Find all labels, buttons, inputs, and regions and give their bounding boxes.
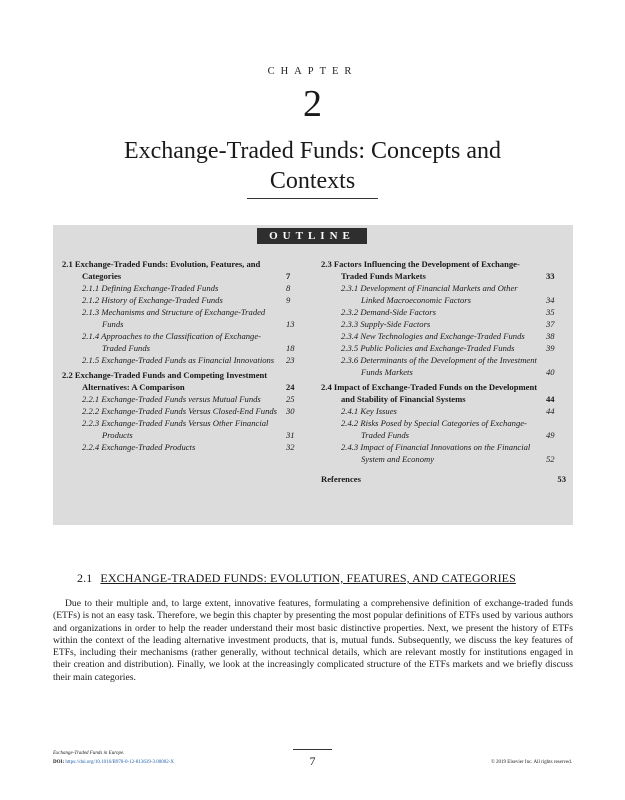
toc-subsection-entry[interactable]: 2.1.3 Mechanisms and Structure of Exchange-Traded Funds 13 [82,307,295,329]
toc-section-entry[interactable]: 2.1 Exchange-Traded Funds: Evolution, Features, and Categories 7 [62,259,291,281]
chapter-label: CHAPTER [267,66,358,77]
toc-subsection-entry[interactable]: 2.3.6 Determinants of the Development of the Investment Funds Markets 40 [341,355,555,377]
toc-entry-text: 2.1.3 Mechanisms and Structure of Exchange-Traded Funds [82,307,266,329]
toc-subsection-entry[interactable]: 2.3.5 Public Policies and Exchange-Traded Funds 39 [341,343,555,353]
toc-entry-text: 2.2 Exchange-Traded Funds and Competing Investment Alternatives: A Comparison [62,370,268,392]
toc-subsection-entry[interactable]: 2.2.1 Exchange-Traded Funds versus Mutual Funds 25 [82,394,295,404]
toc-section-entry[interactable]: 2.4 Impact of Exchange-Traded Funds on the Development and Stability of Financial Systems 44 [321,382,555,404]
toc-entry-text: 2.3.1 Development of Financial Markets and Other Linked Macroeconomic Factors [341,283,518,305]
outline-left-column [62,258,306,453]
toc-entry-text: 2.4 Impact of Exchange-Traded Funds on the Development and Stability of Financial Systems [321,382,538,404]
toc-subsection-entry[interactable]: 2.4.1 Key Issues 44 [341,406,555,416]
outline-heading: OUTLINE [257,228,367,244]
title-divider [247,198,378,199]
toc-subsection-entry[interactable]: 2.3.3 Supply-Side Factors 37 [341,319,555,329]
page-number: 7 [309,754,316,768]
toc-subsection-entry[interactable]: 2.4.2 Risks Posed by Special Categories of Exchange-Traded Funds 49 [341,418,555,440]
toc-subsection-entry[interactable]: 2.2.3 Exchange-Traded Funds Versus Other Financial Products 31 [82,418,295,440]
toc-subsection-entry[interactable]: 2.2.2 Exchange-Traded Funds Versus Closed-End Funds 30 [82,406,295,416]
toc-section-entry[interactable]: 2.3 Factors Influencing the Development of Exchange-Traded Funds Markets 33 [321,259,555,281]
toc-references-entry[interactable] [321,473,566,485]
toc-entry-text: 2.2.3 Exchange-Traded Funds Versus Other Financial Products [82,418,269,440]
toc-entry-text: 2.3.5 Public Policies and Exchange-Traded Funds [341,343,515,353]
toc-section-entry[interactable]: 2.2 Exchange-Traded Funds and Competing Investment Alternatives: A Comparison 24 [62,370,295,392]
toc-entry-text: 2.4.2 Risks Posed by Special Categories of Exchange-Traded Funds [341,418,527,440]
copyright-notice: © 2019 Elsevier Inc. All rights reserved. [490,760,572,765]
toc-subsection-entry[interactable]: 2.3.2 Demand-Side Factors 35 [341,307,555,317]
section-number: 2.1 [77,571,93,585]
toc-entry-text: 2.1.2 History of Exchange-Traded Funds [82,295,223,305]
toc-entry-text: 2.1 Exchange-Traded Funds: Evolution, Features, and Categories [62,259,261,281]
section-heading [77,570,577,586]
toc-subsection-entry[interactable]: 2.1.5 Exchange-Traded Funds as Financial Innovations 23 [82,355,295,365]
toc-entry-text: 2.3.3 Supply-Side Factors [341,319,431,329]
section-title: EXCHANGE-TRADED FUNDS: EVOLUTION, FEATURES, AND CATEGORIES [100,571,516,585]
toc-subsection-entry[interactable]: 2.2.4 Exchange-Traded Products 32 [82,442,295,452]
toc-entry-page: 53 [557,474,566,484]
body-paragraph: Due to their multiple and, to large extent, innovative features, formulating a comprehensive definition of exchange-traded funds (ETFs) is not an easy task. Therefore, we begin this chapter by presenting the most popular definitions of ETFs used by various authors and organizations in order to help the reader understand their most basic distinctive properties. Next, we present the history of ETFs within the context of the leading alternative investment products, that is, mutual funds. Subsequently, we discuss the key features of ETFs, including their mechanisms (rather generally, without technical details, which are relevant mostly for institutions engaged in their creation and distribution). Finally, we look at the increasingly complicated structure of the ETFs markets and we briefly discuss their main categories. [53,598,573,683]
toc-entry-text: 2.1.5 Exchange-Traded Funds as Financial Innovations [82,355,275,365]
toc-entry-text: 2.3.2 Demand-Side Factors [341,307,436,317]
footer-book-title: Exchange-Traded Funds in Europe. [53,751,125,756]
footer-divider [293,749,332,750]
toc-subsection-entry[interactable]: 2.3.1 Development of Financial Markets and Other Linked Macroeconomic Factors 34 [341,283,555,305]
doi-label: DOI: [53,760,65,765]
toc-entry-text: References [321,474,361,484]
toc-entry-text: 2.1.1 Defining Exchange-Traded Funds [82,283,219,293]
toc-entry-text: 2.1.4 Approaches to the Classification of Exchange-Traded Funds [82,331,262,353]
toc-subsection-entry[interactable]: 2.1.4 Approaches to the Classification of Exchange-Traded Funds 18 [82,331,295,353]
toc-entry-text: 2.3.6 Determinants of the Development of the Investment Funds Markets [341,355,537,377]
toc-entry-text: 2.3.4 New Technologies and Exchange-Traded Funds [341,331,525,341]
toc-entry-text: 2.4.3 Impact of Financial Innovations on the Financial System and Economy [341,442,531,464]
doi-link[interactable]: https://doi.org/10.1016/B978-0-12-813639-3.00002-X [65,760,175,765]
toc-entry-text: 2.4.1 Key Issues [341,406,397,416]
toc-entry-text: 2.2.4 Exchange-Traded Products [82,442,196,452]
toc-subsection-entry[interactable]: 2.3.4 New Technologies and Exchange-Traded Funds 38 [341,331,555,341]
chapter-number: 2 [303,83,322,125]
toc-entry-text: 2.2.1 Exchange-Traded Funds versus Mutual Funds [82,394,261,404]
toc-entry-text: 2.2.2 Exchange-Traded Funds Versus Closed-End Funds [82,406,278,416]
toc-subsection-entry[interactable]: 2.4.3 Impact of Financial Innovations on the Financial System and Economy 52 [341,442,555,464]
toc-subsection-entry[interactable]: 2.1.1 Defining Exchange-Traded Funds 8 [82,283,291,293]
chapter-title: Exchange-Traded Funds: Concepts and Contexts [123,138,502,194]
toc-entry-text: 2.3 Factors Influencing the Development of Exchange-Traded Funds Markets [321,259,520,281]
outline-right-column [321,258,566,485]
toc-subsection-entry[interactable]: 2.1.2 History of Exchange-Traded Funds 9 [82,295,291,305]
